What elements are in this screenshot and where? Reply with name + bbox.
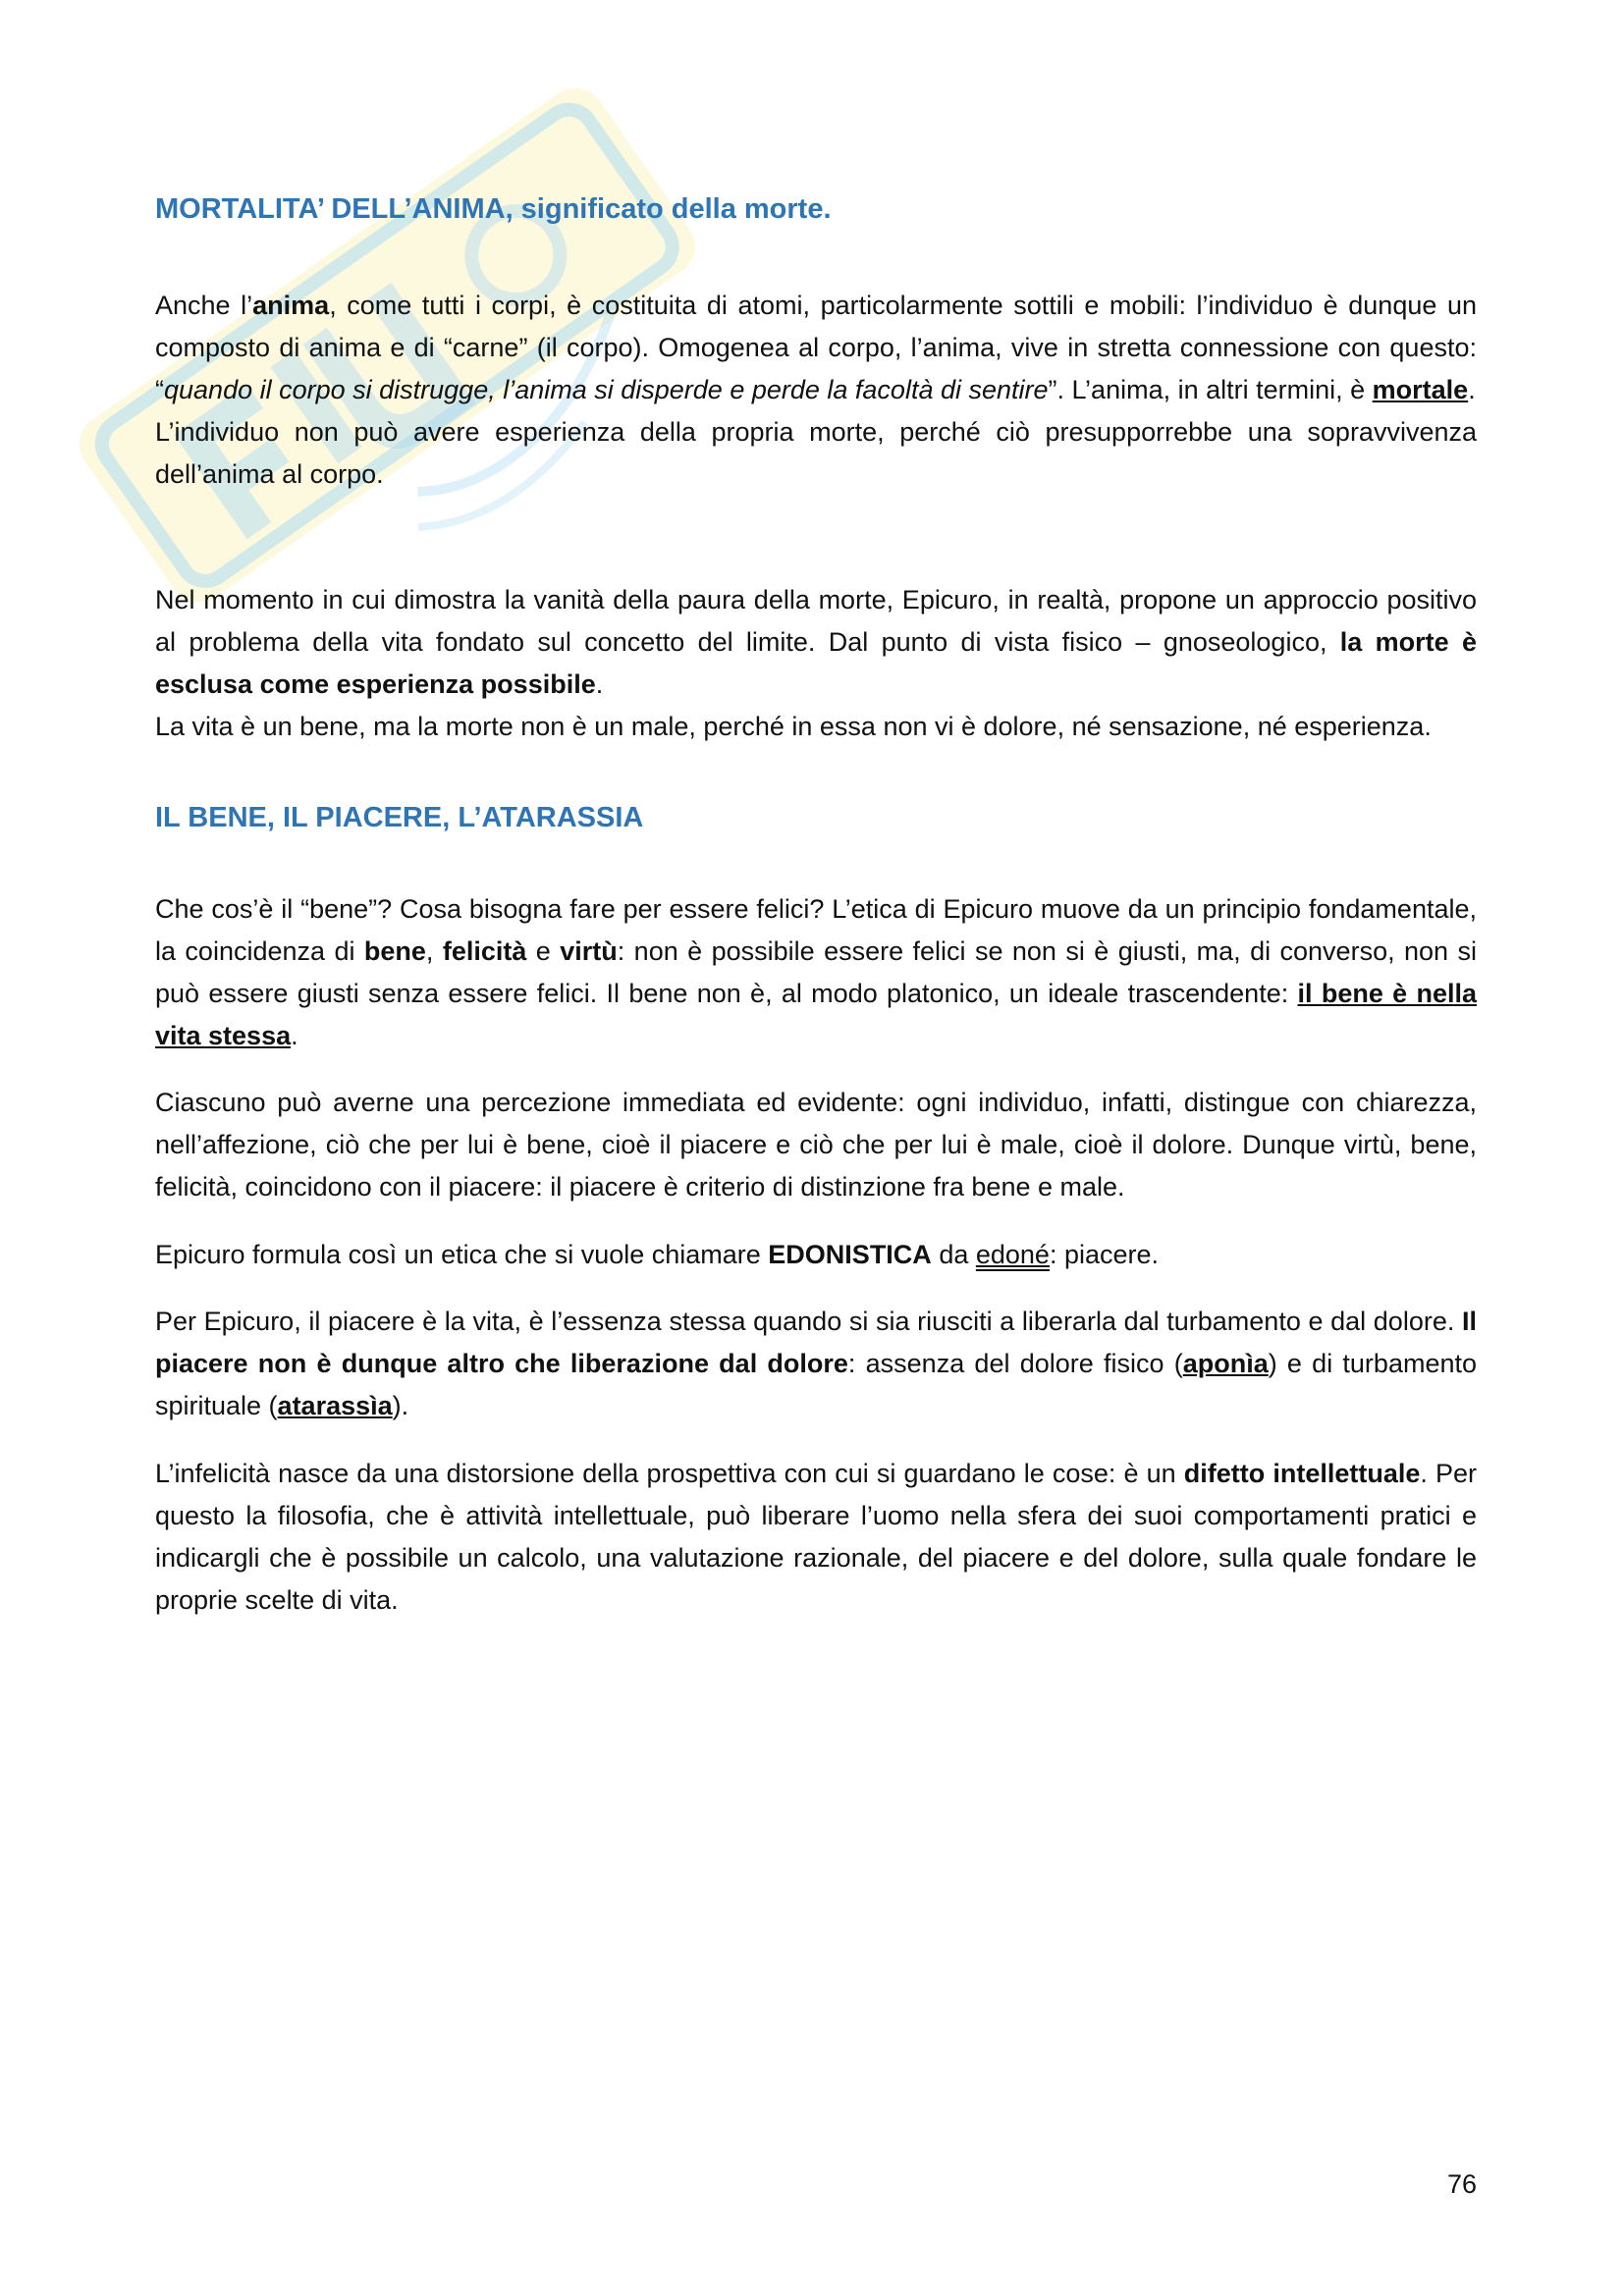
text: : assenza del dolore fisico ( [847,1349,1183,1378]
text: , [425,936,443,966]
page-number: 76 [1446,2169,1477,2199]
bold-underlined-statement: il bene è nella vita stessa [155,979,1477,1050]
paragraph-bene [155,888,1477,1057]
paragraph-edonistica [155,1234,1477,1276]
text: . Per questo la filosofia, che è attività intellettuale, può liberare l’uomo nella sfera dei suoi comportamenti pratici e indicargli che è possibile un calcolo, una valutazione razionale, del piacere e del dolore, sulla quale fondare le proprie scelte di vita. [155,1459,1477,1615]
text: Per Epicuro, il piacere è la vita, è l’essenza stessa quando si sia riusciti a liberarla dal turbamento e dal dolore. [155,1307,1462,1336]
paragraph-infelicita [155,1453,1477,1622]
text: L’infelicità nasce da una distorsione della prospettiva con cui si guardano le cose: è un [155,1459,1184,1488]
text: L’individuo non può avere esperienza della propria morte, perché ciò presupporrebbe una sopravvivenza dell’anima al corpo. [155,417,1477,489]
paragraph-anima [155,285,1477,496]
bold-term: bene [363,936,426,966]
bold-underlined-term: mortale [1372,375,1469,404]
text: La vita è un bene, ma la morte non è un male, perché in essa non vi è dolore, né sensazione, né esperienza. [155,712,1432,741]
bold-term: anima [252,291,330,320]
text: ). [392,1391,409,1420]
bold-statement: la morte è esclusa come esperienza possibile [155,627,1477,699]
text: da [931,1240,976,1269]
text: e [526,936,561,966]
text: ”. L’anima, in altri termini, è [1048,375,1373,404]
bold-term: difetto intellettuale [1183,1459,1421,1488]
text: , come tutti i corpi, è costituita di atomi, particolarmente sottili e mobili: l’individuo è dunque un composto di anima e di “carne” (il corpo). Omogenea al corpo, l’anima, vive in stretta connessione con questo: “ [155,291,1477,404]
text: : non è possibile essere felici se non si è giusti, ma, di converso, non si può essere giusti senza essere felici. Il bene non è, al modo platonico, un ideale trascendente: [155,936,1477,1008]
text: Anche l’ [155,291,253,320]
bold-term: virtù [560,936,618,966]
underlined-term: edoné [975,1240,1050,1269]
bold-term: felicità [442,936,527,966]
bold-underlined-term: atarassìa [277,1391,393,1420]
section-heading-bene: IL BENE, IL PIACERE, L’ATARASSIA [155,802,644,833]
paragraph-piacere [155,1301,1477,1427]
section-heading-mortalita: MORTALITA’ DELL’ANIMA, significato della morte. [155,193,832,225]
bold-term: EDONISTICA [768,1240,932,1269]
paragraph-morte [155,579,1477,748]
bold-underlined-term: aponìa [1182,1349,1269,1378]
text: . [595,669,604,699]
text: . [291,1021,298,1050]
text: : piacere. [1049,1240,1160,1269]
italic-quote: quando il corpo si distrugge, l’anima si disperde e perde la facoltà di sentire [164,375,1049,404]
text: . [1468,375,1476,404]
bold-statement: Il piacere non è dunque altro che liberazione dal dolore [155,1307,1477,1378]
paragraph-ciascuno: Ciascuno può averne una percezione immediata ed evidente: ogni individuo, infatti, distingue con chiarezza, nell’affezione, ciò che per lui è bene, cioè il piacere e ciò che per lui è male, cioè il dolore. Dunque virtù, bene, felicità, coincidono con il piacere: il piacere è criterio di distinzione fra bene e male. [155,1088,1477,1201]
text: Che cos’è il “bene”? Cosa bisogna fare per essere felici? L’etica di Epicuro muove da un principio fondamentale, la coincidenza di [155,894,1477,966]
text: Nel momento in cui dimostra la vanità della paura della morte, Epicuro, in realtà, propone un approccio positivo al problema della vita fondato sul concetto del limite. Dal punto di vista fisico – gnoseologico, [155,585,1477,657]
text: ) e di turbamento spirituale ( [155,1349,1477,1420]
text: Epicuro formula così un etica che si vuole chiamare [155,1240,769,1269]
